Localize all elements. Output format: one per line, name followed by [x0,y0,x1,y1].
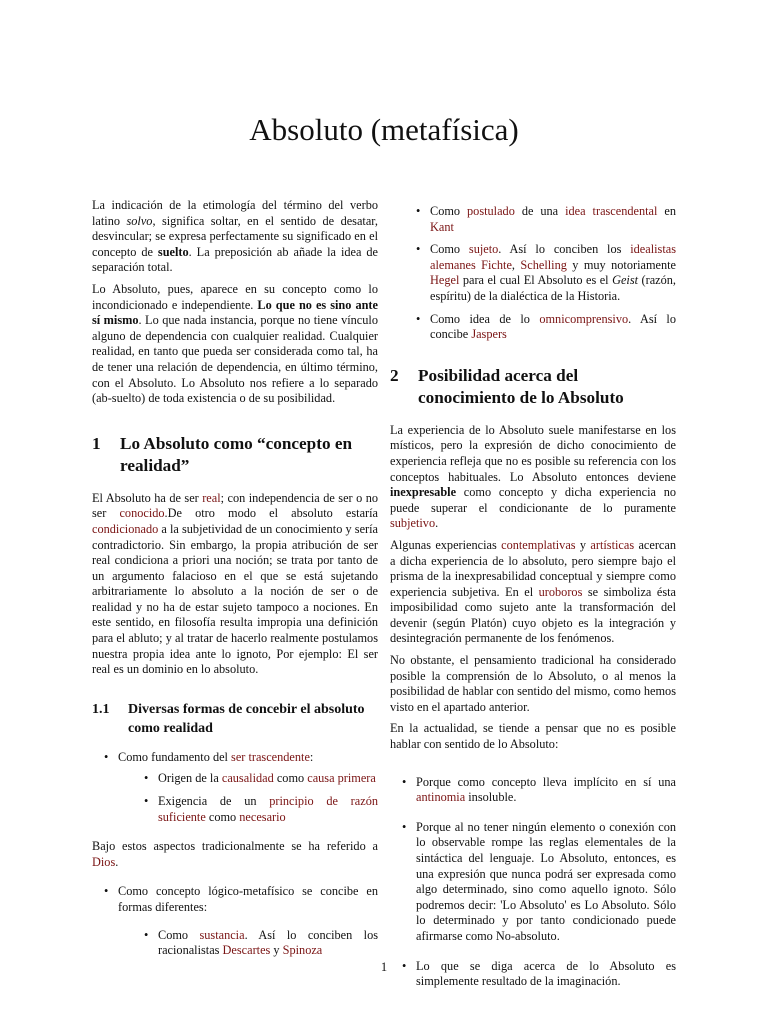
suelto-term: suelto [157,244,189,259]
section-number: 1 [92,433,101,453]
section-2-heading [390,365,676,409]
text: Origen de la [158,771,222,786]
text: , [511,257,521,272]
text: , significa soltar, en el sentido de desatar, desvincular; se expresa perfectamente su significado en el concepto de [92,213,378,259]
text: Como idea de lo [430,311,540,326]
link-spinoza[interactable]: Spinoza [282,943,323,958]
link-real[interactable]: real [202,490,221,505]
list-item: • Lo que se diga acerca de lo Absoluto es simplemente resultado de la imaginación. [390,959,676,990]
link-postulado[interactable]: postulado [467,204,515,218]
text: en [657,204,676,218]
section-1-1-heading [92,700,378,738]
text: y [270,943,283,958]
text: para el cual El Absoluto es el [459,273,613,288]
text: . Así lo conciben los racionalistas [158,927,378,958]
link-artisticas[interactable]: artísticas [590,537,635,552]
text: : [309,749,314,764]
text: La experiencia de lo Absoluto suele manifestarse en los místicos, pero la expresión de dicho conocimiento de experiencia refleja que no es posible su referencia con los conceptos habituales. Lo Absoluto entonces deviene [390,422,676,484]
text: como [205,809,240,824]
text: .De otro modo el absoluto estaría [164,506,379,521]
list-item [390,242,676,304]
intro-paragraph-2 [92,282,378,407]
bold-phrase: Lo que no es sino ante sí mismo [92,297,378,328]
link-idea-trascendental[interactable]: idea trascendental [565,204,658,218]
sub-list [118,928,378,959]
list-item [118,771,378,787]
text: ; con independencia de ser o no ser [92,490,378,521]
list-item [118,928,378,959]
text: como [273,771,308,786]
text: Bajo estos aspectos tradicionalmente se ha referido a [92,839,378,854]
link-ser-trascendente[interactable]: ser trascendente [231,749,310,764]
forms-list [92,750,378,825]
section-2-paragraph-3: No obstante, el pensamiento tradicional ha considerado posible la comprensión de lo Absoluto, o al menos la posibilidad de hablar con sentido del mismo, como hemos visto en el apartado anterior. [390,653,676,714]
text: Exigencia de un [158,794,270,809]
link-schelling[interactable]: Schelling [520,257,567,272]
geist-term: Geist [612,273,639,288]
link-hegel[interactable]: Hegel [430,273,460,288]
link-antinomia[interactable]: antinomia [416,790,466,805]
list-item [92,884,378,958]
text: Como concepto lógico-metafísico se concibe en formas diferentes: [118,884,378,914]
list-item [390,312,676,343]
text: y muy notoriamente [566,257,676,272]
section-1-paragraph [92,491,378,678]
list-item [118,794,378,825]
link-conocido[interactable]: conocido [119,506,165,521]
link-necesario[interactable]: necesario [239,809,286,824]
text: Como [430,204,468,218]
link-condicionado[interactable]: condicionado [92,521,159,536]
text: . Así lo conciben los [498,242,631,257]
dios-paragraph [92,839,378,870]
right-column [390,198,676,997]
text: Como [430,242,469,257]
link-sujeto[interactable]: sujeto [468,242,499,257]
link-uroboros[interactable]: uroboros [538,584,583,599]
link-dios[interactable]: Dios [92,854,116,869]
text: . La preposición ab añade la idea de separación total. [92,244,378,275]
link-fichte[interactable]: Fichte [481,257,512,272]
text: a la subjetividad de un conocimiento y sería contradictorio. Sin embargo, la propia atribución de ser real condiciona a priori una noción; se trata por tanto de un argumento falacioso en el que se está sujetando arbitrariamente lo absoluto a la noción de ser o de realidad y no ha de estar sujeto tampoco a nociones. En este sentido, en filosofía resulta impropia una definición para el abluto; y al tratar de hacerlo realmente postulamos nuestra propia idea ante lo ignoto, Por ejemplo: El ser real es un dominio en lo absoluto. [92,521,378,677]
list-item [92,750,378,825]
text: Como fundamento del [118,749,232,764]
section-2-paragraph-2 [390,538,676,647]
sub-list [118,771,378,825]
text: . [435,516,439,531]
text: acercan a dicha experiencia de lo absoluto, pero siempre bajo el prisma de la inexpresabilidad conceptual y siempre como experiencia subjetiva. En el [390,537,676,599]
text: El Absoluto ha de ser [92,490,203,505]
concept-list [92,884,378,958]
link-contemplativas[interactable]: contemplativas [501,537,576,552]
text: Como [158,927,200,942]
intro-paragraph-1 [92,198,378,276]
bold-inexpresable: inexpresable [390,485,457,500]
section-2-paragraph-1 [390,423,676,532]
page-number: 1 [380,960,388,974]
link-omnicomprensivo[interactable]: omnicomprensivo [539,311,629,326]
text: insoluble. [465,790,517,805]
text: Lo Absoluto, pues, aparece en su concepto como lo incondicionado e independiente. [92,281,378,312]
section-title: Posibilidad acerca del conocimiento de lo Absoluto [418,365,624,407]
text: La indicación de la etimología del término del verbo latino [92,198,378,228]
text: Algunas experiencias [390,537,502,552]
section-title: Diversas formas de concebir el absoluto como realidad [128,701,365,736]
link-kant[interactable]: Kant [430,219,454,234]
text: . Lo que nada instancia, porque no tiene vínculo alguno de dependencia con cualquier realidad. Cualquier realidad, en tanto que pueda ser considerada como tal, ha de tener una relación de dependencia, en último término, con el Absoluto. Lo Absoluto nos refiere a lo separado (ab-suelto) de toda existencia o de su posibilidad. [92,313,378,406]
link-principio[interactable]: principio de razón suficiente [158,794,378,824]
text: y [575,537,591,552]
link-subjetivo[interactable]: subjetivo [390,516,436,531]
section-1-heading [92,433,378,477]
page-title: Absoluto (metafísica) [249,112,519,147]
text: . [115,854,119,869]
section-number: 1.1 [92,701,110,717]
text: Porque como concepto lleva implícito en sí una [416,774,676,789]
list-item: • Porque al no tener ningún elemento o conexión con lo observable rompe las reglas elementales de la sintáctica del lenguaje. Lo Absoluto, entonces, es una expresión que nunca podrá ser expresada como algo determinado, sino como aquello ignoto. Sólo podremos decir: 'Lo Absoluto' es Lo Absoluto. Sólo lo determinado y por tanto condicionado puede afirmarse como No-absoluto. [390,820,676,945]
link-causa-primera[interactable]: causa primera [307,771,376,786]
text: se simboliza ésta imposibilidad como sujeto ante la transformación del devenir (según Platón) cuyo objeto es la integración y desintegración permanente de los fenómenos. [390,584,677,646]
section-number: 2 [390,365,399,385]
link-sustancia[interactable]: sustancia [199,927,245,942]
reasons-list [390,775,676,990]
solvo-term: solvo [126,213,153,228]
link-causalidad[interactable]: causalidad [221,771,274,786]
list-item [390,204,676,235]
link-descartes[interactable]: Descartes [222,943,271,958]
continued-sub-list [390,204,676,343]
text: . Así lo concibe [430,311,676,342]
section-title: Lo Absoluto como “concepto en realidad” [120,433,353,475]
text: de una [514,204,566,218]
list-item [390,775,676,806]
left-column [92,198,378,966]
link-idealistas[interactable]: idealistas alemanes [430,242,676,272]
section-2-paragraph-4: En la actualidad, se tiende a pensar que no es posible hablar con sentido de lo Absoluto: [390,721,676,752]
link-jaspers[interactable]: Jaspers [471,327,507,342]
text: como concepto y dicha experiencia no puede superar el condicionante de lo puramente [390,485,676,515]
text: (razón, espíritu) de la dialéctica de la Historia. [430,273,676,303]
